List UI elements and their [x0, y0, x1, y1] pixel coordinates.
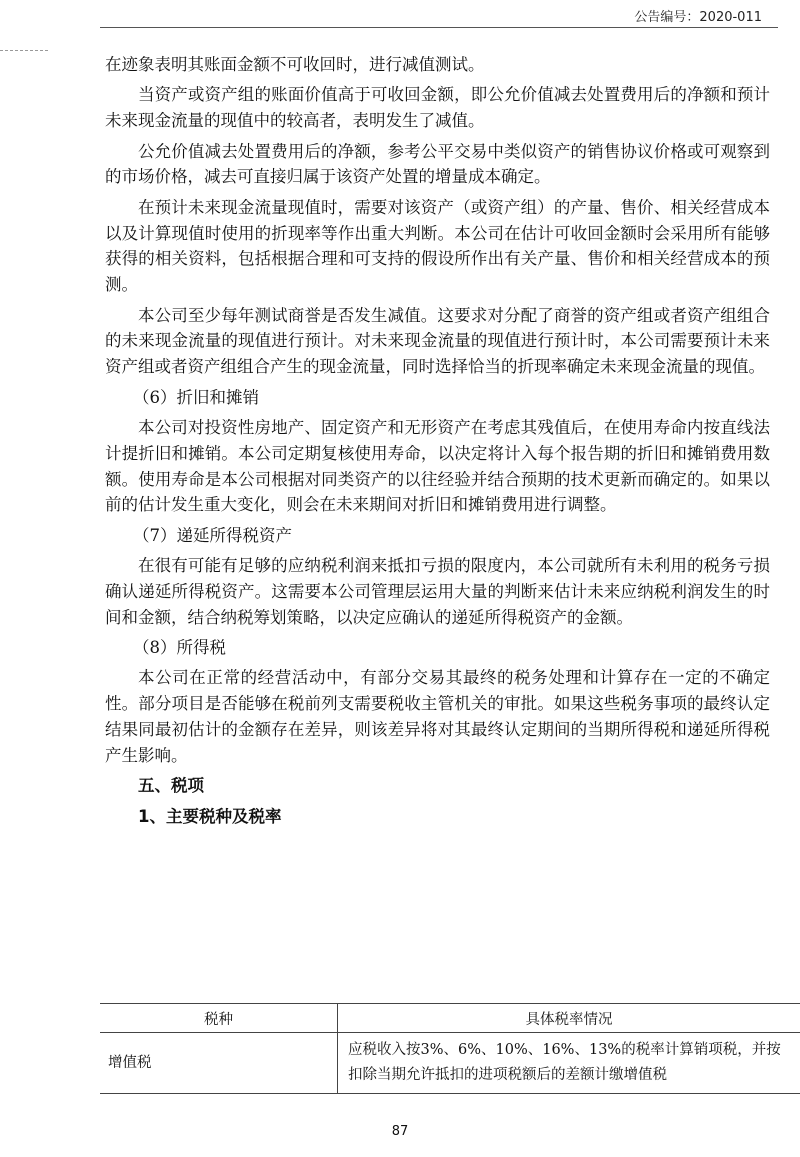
paragraph: 在预计未来现金流量现值时，需要对该资产（或资产组）的产量、售价、相关经营成本以及计算现值时使用的折现率等作出重大判断。本公司在估计可收回金额时会采用所有能够获得的相关资料，包括根据合理和可支持的假设所作出有关产量、售价和相关经营成本的预测。 [105, 197, 770, 295]
announcement-number: 公告编号：2020-011 [634, 10, 762, 25]
section-heading: 1、主要税种及税率 [138, 806, 282, 826]
column-header-rate-detail: 具体税率情况 [338, 1004, 800, 1033]
paragraph: 公允价值减去处置费用后的净额，参考公平交易中类似资产的销售协议价格或可观察到的市场价格，减去可直接归属于该资产处置的增量成本确定。 [105, 141, 770, 187]
rate-detail-cell: 应税收入按3%、6%、10%、16%、13%的税率计算销项税，并按扣除当期允许抵扣的进项税额后的差额计缴增值税 [338, 1033, 800, 1094]
document-body [105, 52, 770, 834]
table-row [100, 1033, 800, 1094]
paragraph: 本公司在正常的经营活动中，有部分交易其最终的税务处理和计算存在一定的不确定性。部分项目是否能够在税前列支需要税收主管机关的审批。如果这些税务事项的最终认定结果同最初估计的金额存在差异，则该差异将对其最终认定期间的当期所得税和递延所得税产生影响。 [105, 668, 770, 765]
column-header-tax-type: 税种 [100, 1004, 338, 1033]
paragraph: 本公司至少每年测试商誉是否发生减值。这要求对分配了商誉的资产组或者资产组组合的未来现金流量的现值进行预计。对未来现金流量的现值进行预计时，本公司需要预计未来资产组或者资产组组合产生的现金流量，同时选择恰当的折现率确定未来现金流量的现值。 [105, 305, 770, 377]
subsection-title: （7）递延所得税资产 [133, 525, 292, 545]
header-divider [100, 27, 778, 28]
paragraph: 在很有可能有足够的应纳税利润来抵扣亏损的限度内，本公司就所有未利用的税务亏损确认递延所得税资产。这需要本公司管理层运用大量的判断来估计未来应纳税利润发生的时间和金额，结合纳税筹划策略，以决定应确认的递延所得税资产的金额。 [105, 556, 770, 627]
margin-mark [0, 50, 48, 51]
paragraph: 当资产或资产组的账面价值高于可收回金额，即公允价值减去处置费用后的净额和预计未来现金流量的现值中的较高者，表明发生了减值。 [105, 85, 770, 131]
tax-type-cell: 增值税 [100, 1033, 338, 1094]
subsection-title: （8）所得税 [133, 638, 226, 658]
section-heading: 五、税项 [138, 776, 204, 796]
paragraph: 在迹象表明其账面金额不可收回时，进行减值测试。 [105, 55, 485, 74]
page-number: 87 [391, 1124, 409, 1139]
paragraph: 本公司对投资性房地产、固定资产和无形资产在考虑其残值后，在使用寿命内按直线法计提折旧和摊销。本公司定期复核使用寿命，以决定将计入每个报告期的折旧和摊销费用数额。使用寿命是本公司根据对同类资产的以往经验并结合预期的技术更新而确定的。如果以前的估计发生重大变化，则会在未来期间对折旧和摊销费用进行调整。 [105, 417, 770, 515]
subsection-title: （6）折旧和摊销 [133, 387, 259, 407]
table-header-row [100, 1004, 800, 1033]
tax-rate-table [100, 1003, 800, 1094]
